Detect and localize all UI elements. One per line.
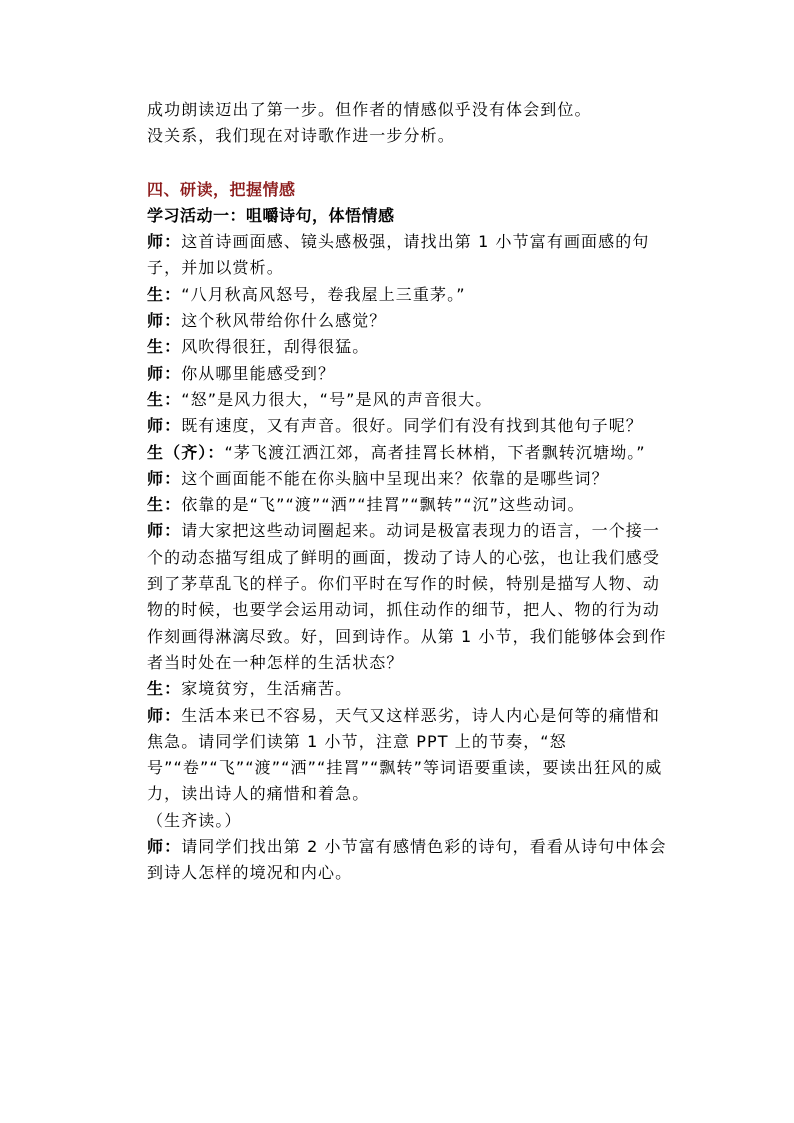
dialogue-line bbox=[147, 334, 674, 360]
speaker-label: 师： bbox=[147, 521, 182, 541]
speaker-label: 师： bbox=[147, 705, 182, 725]
dialogue-text: 依靠的是“飞”“渡”“洒”“挂罥”“飘转”“沉”这些动词。 bbox=[181, 495, 585, 515]
intro-paragraph bbox=[147, 97, 674, 150]
intro-line-2: 没关系，我们现在对诗歌作进一步分析。 bbox=[147, 126, 455, 146]
speaker-label: 师： bbox=[147, 837, 182, 857]
dialogue-text: 请同学们找出第 2 小节富有感情色彩的诗句，看看从诗句中体会到诗人怎样的境况和内心。 bbox=[147, 837, 667, 883]
dialogue-line bbox=[147, 518, 674, 676]
dialogue-line bbox=[147, 308, 674, 334]
speaker-label: 师： bbox=[147, 363, 182, 383]
dialogue-text: 家境贫穷，生活痛苦。 bbox=[181, 679, 353, 699]
speaker-label: 生： bbox=[147, 389, 182, 409]
dialogue-line bbox=[147, 466, 674, 492]
dialogue-line bbox=[147, 413, 674, 439]
speaker-label: 生： bbox=[147, 679, 182, 699]
dialogue-line bbox=[147, 703, 674, 808]
dialogue-text: 生活本来已不容易，天气又这样恶劣，诗人内心是何等的痛惜和焦急。请同学们读第 1 小节，注意 PPT 上的节奏，“怒号”“卷”“飞”“渡”“洒”“挂罥”“飘转”等词语要重读，要读出狂风的威力，读出诗人的痛惜和着急。 bbox=[147, 705, 663, 804]
dialogue-text: 这个秋风带给你什么感觉？ bbox=[181, 311, 387, 331]
activity-heading: 学习活动一：咀嚼诗句，体悟情感 bbox=[147, 205, 395, 225]
dialogue-text: （生齐读。） bbox=[147, 810, 242, 830]
stage-direction bbox=[147, 808, 674, 834]
dialogue-text: “怒”是风力很大，“号”是风的声音很大。 bbox=[181, 389, 493, 409]
speaker-label: 生： bbox=[147, 495, 182, 515]
intro-line-1: 成功朗读迈出了第一步。但作者的情感似乎没有体会到位。 bbox=[147, 100, 592, 119]
dialogue-line bbox=[147, 676, 674, 702]
speaker-label: 生： bbox=[147, 337, 182, 357]
dialogue bbox=[147, 229, 674, 886]
speaker-label: 师： bbox=[147, 468, 182, 488]
dialogue-line bbox=[147, 282, 674, 308]
dialogue-text: 这首诗画面感、镜头感极强，请找出第 1 小节富有画面感的句子，并加以赏析。 bbox=[147, 232, 650, 278]
dialogue-text: 风吹得很狂，刮得很猛。 bbox=[181, 337, 370, 357]
dialogue-text: 请大家把这些动词圈起来。动词是极富表现力的语言，一个接一个的动态描写组成了鲜明的画面，拨动了诗人的心弦，也让我们感受到了茅草乱飞的样子。你们平时在写作的时候，特别是描写人物、动物的时候，也要学会运用动词，抓住动作的细节，把人、物的行为动作刻画得淋漓尽致。好，回到诗作。从第 1 小节，我们能够体会到作者当时处在一种怎样的生活状态？ bbox=[147, 521, 667, 672]
speaker-label: 生： bbox=[147, 284, 182, 304]
dialogue-line bbox=[147, 440, 674, 466]
dialogue-text: “茅飞渡江洒江郊，高者挂罥长林梢，下者飘转沉塘坳。” bbox=[224, 442, 646, 462]
dialogue-text: 既有速度，又有声音。很好。同学们有没有找到其他句子呢？ bbox=[181, 416, 643, 436]
dialogue-line bbox=[147, 387, 674, 413]
dialogue-line bbox=[147, 492, 674, 518]
dialogue-text: 你从哪里能感受到？ bbox=[181, 363, 336, 383]
dialogue-text: “八月秋高风怒号，卷我屋上三重茅。” bbox=[181, 284, 466, 304]
section-heading: 四、研读，把握情感 bbox=[147, 179, 296, 199]
speaker-label: 师： bbox=[147, 416, 182, 436]
speaker-label: 师： bbox=[147, 232, 182, 252]
dialogue-line bbox=[147, 361, 674, 387]
dialogue-line bbox=[147, 229, 674, 282]
speaker-label: 生（齐）： bbox=[147, 442, 225, 462]
dialogue-line bbox=[147, 834, 674, 887]
dialogue-text: 这个画面能不能在你头脑中呈现出来？依靠的是哪些词？ bbox=[181, 468, 609, 488]
speaker-label: 师： bbox=[147, 311, 182, 331]
